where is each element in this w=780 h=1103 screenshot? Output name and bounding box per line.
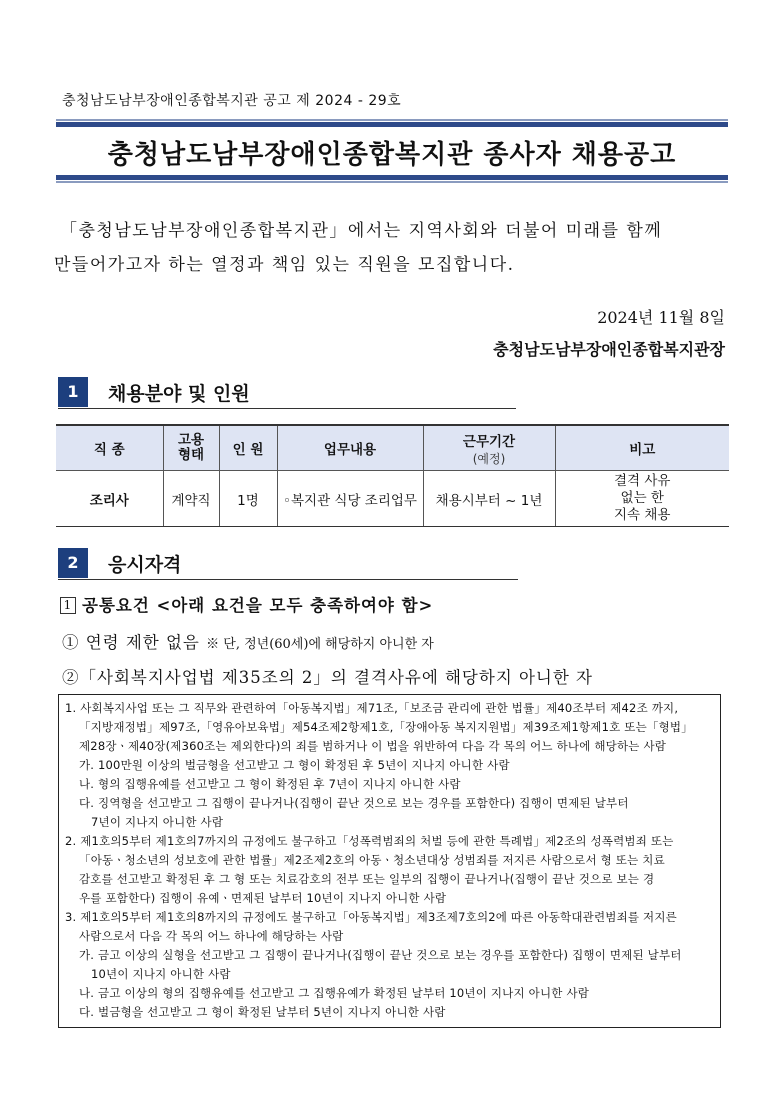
- law-line: 3. 제1호의5부터 제1호의8까지의 규정에도 불구하고「아동복지법」제3조제7호의2에 따른 아동학대관련범죄를 저지른: [65, 910, 677, 924]
- law-line: 「지방재정법」제97조,「영유아보육법」제54조제2항제1호,「장애아동 복지지원법」제39조제1항제1호 또는「형법」: [79, 720, 693, 734]
- law-line: 우를 포함한다) 집행이 유예ㆍ면제된 날부터 10년이 지나지 아니한 사람: [79, 891, 447, 905]
- notice-date: 2024년 11월 8일: [597, 308, 725, 327]
- col-header-remarks: 비고: [555, 425, 729, 471]
- title-bottom-rule: [56, 181, 728, 183]
- law-line: 제28장ㆍ제40장(제360조는 제외한다)의 죄를 범하거나 이 법을 위반하여 다음 각 목의 어느 하나에 해당하는 사람: [79, 739, 667, 753]
- cell-period: 채용시부터 ~ 1년: [423, 471, 555, 527]
- law-line: 가. 100만원 이상의 벌금형을 선고받고 그 형이 확정된 후 5년이 지나지 아니한 사람: [79, 758, 510, 772]
- law-line: 10년이 지나지 아니한 사람: [91, 967, 231, 981]
- cell-remarks: 결격 사유 없는 한 지속 채용: [555, 471, 729, 527]
- title-top-rule-thick: [56, 122, 728, 127]
- col-header-employment-type: 고용 형태: [163, 425, 219, 471]
- law-line: 다. 징역형을 선고받고 그 집행이 끝나거나(집행이 끝난 것으로 보는 경우를 포함한다) 집행이 면제된 날부터: [79, 796, 629, 810]
- requirement-item-1-note: ※ 단, 정년(60세)에 해당하지 아니한 자: [206, 637, 434, 652]
- col-header-period: [423, 425, 555, 471]
- law-line: 나. 형의 집행유예를 선고받고 그 형이 확정된 후 7년이 지나지 아니한 사람: [79, 777, 461, 791]
- col-header-headcount: 인 원: [219, 425, 277, 471]
- section-1-underline: [58, 408, 516, 409]
- section-2-underline: [58, 579, 518, 580]
- cell-duties: ◦복지관 식당 조리업무: [277, 471, 423, 527]
- requirement-item-1-text: ① 연령 제한 없음: [62, 633, 207, 652]
- recruitment-table: [56, 424, 729, 527]
- requirement-item-2: ②「사회복지사업법 제35조의 2」의 결격사유에 해당하지 아니한 자: [62, 668, 593, 687]
- law-line: 가. 금고 이상의 실형을 선고받고 그 집행이 끝나거나(집행이 끝난 것으로 보는 경우를 포함한다) 집행이 면제된 날부터: [79, 948, 682, 962]
- section-2-title: 응시자격: [108, 554, 182, 576]
- law-line: 감호를 선고받고 확정된 후 그 형 또는 치료감호의 전부 또는 일부의 집행이 끝나거나(집행이 끝난 것으로 보는 경: [79, 872, 655, 886]
- col-header-period-label: 근무기간: [462, 433, 516, 450]
- section-1-number: 1: [58, 377, 88, 407]
- page-title: 충청남도남부장애인종합복지관 종사자 채용공고: [107, 140, 677, 170]
- box-number: 1: [60, 597, 76, 614]
- table-row: [56, 471, 729, 527]
- title-top-rule: [56, 119, 728, 121]
- issuer-name: 충청남도남부장애인종합복지관장: [493, 340, 725, 359]
- table-header-row: [56, 425, 729, 471]
- law-line: 나. 금고 이상의 형의 집행유예를 선고받고 그 집행유예가 확정된 날부터 10년이 지나지 아니한 사람: [79, 986, 590, 1000]
- law-line: 사람으로서 다음 각 목의 어느 하나에 해당하는 사람: [79, 929, 344, 943]
- col-header-duties: 업무내용: [277, 425, 423, 471]
- section-2-number: 2: [58, 548, 88, 578]
- common-requirements: [60, 592, 433, 616]
- law-line: 다. 벌금형을 선고받고 그 형이 확정된 날부터 5년이 지나지 아니한 사람: [79, 1005, 446, 1019]
- title-bottom-rule-thick: [56, 175, 728, 180]
- law-line: 2. 제1호의5부터 제1호의7까지의 규정에도 불구하고「성폭력범죄의 처벌 등에 관한 특례법」제2조의 성폭력범죄 또는: [65, 834, 674, 848]
- section-1-title: 채용분야 및 인원: [108, 383, 250, 405]
- law-line: 「아동ㆍ청소년의 성보호에 관한 법률」제2조제2호의 아동ㆍ청소년대상 성범죄를 저지른 사람으로서 형 또는 치료: [79, 853, 665, 867]
- cell-job: 조리사: [56, 471, 163, 527]
- common-requirements-label: 공통요건 <아래 요건을 모두 충족하여야 함>: [82, 596, 434, 615]
- col-header-job: 직 종: [56, 425, 163, 471]
- notice-number: 충청남도남부장애인종합복지관 공고 제 2024 - 29호: [62, 93, 402, 109]
- disqualification-box: [58, 694, 721, 1028]
- intro-line-1: 「충청남도남부장애인종합복지관」에서는 지역사회와 더불어 미래를 함께: [60, 221, 663, 241]
- law-line: 1. 사회복지사업 또는 그 직무와 관련하여「아동복지법」제71조,「보조금 관리에 관한 법률」제40조부터 제42조 까지,: [65, 701, 679, 715]
- cell-headcount: 1명: [219, 471, 277, 527]
- intro-line-2: 만들어가고자 하는 열정과 책임 있는 직원을 모집합니다.: [54, 255, 515, 275]
- cell-employment-type: 계약직: [163, 471, 219, 527]
- requirement-item-1: [62, 629, 434, 653]
- law-line: 7년이 지나지 아니한 사람: [91, 815, 224, 829]
- col-header-period-sub: (예정): [472, 451, 506, 466]
